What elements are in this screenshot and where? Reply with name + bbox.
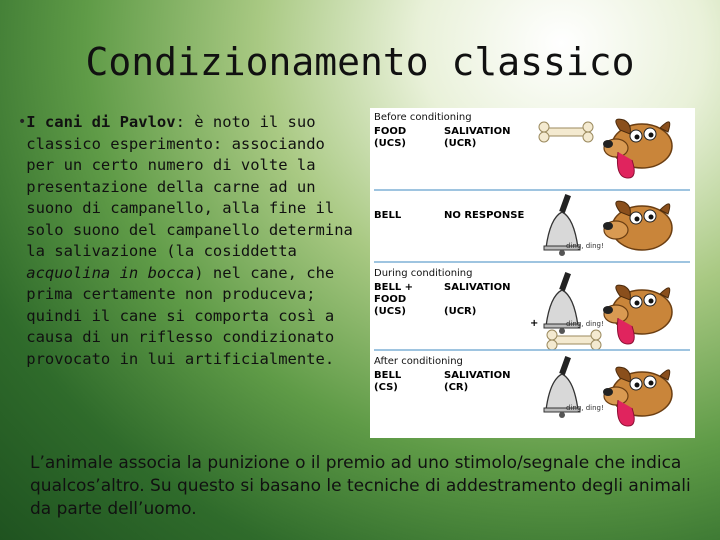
ucr-label: (UCR) bbox=[444, 138, 477, 149]
after-conditioning-label: After conditioning bbox=[374, 356, 463, 367]
pavlov-figure bbox=[370, 108, 695, 438]
bell-label: BELL bbox=[374, 370, 402, 381]
cr-label: (CR) bbox=[444, 382, 469, 393]
bullet-italic: acquolina in bocca bbox=[26, 263, 195, 282]
bullet-lead: I cani di Pavlov bbox=[26, 113, 176, 131]
ucs-label: (UCS) bbox=[374, 138, 406, 149]
no-response-label: NO RESPONSE bbox=[444, 210, 525, 221]
bullet-text-part-2: ) nel cane, che prima certamente non produceva; quindi il cane si comporta così a causa di un riflesso condizionato provocato in lui artificialmente. bbox=[26, 263, 335, 368]
before-conditioning-label: Before conditioning bbox=[374, 112, 472, 123]
ucr-label: (UCR) bbox=[444, 306, 477, 317]
bone-icon bbox=[547, 330, 601, 350]
ucs-label: (UCS) bbox=[374, 306, 406, 317]
salivation-label: SALIVATION bbox=[444, 126, 511, 137]
food-label: FOOD bbox=[374, 294, 407, 305]
bone-icon bbox=[539, 122, 593, 142]
bell-plus-label: BELL + bbox=[374, 282, 414, 293]
ding-text: ding, ding! bbox=[566, 242, 604, 250]
ding-text: ding, ding! bbox=[566, 320, 604, 328]
bullet-text-part-1: : è noto il suo classico esperimento: associando per un certo numero di volte la presentazione della carne ad un suono di campanello, alla fine il solo suono del campanello determina la salivazione (la cosiddetta bbox=[26, 113, 353, 260]
bell-label: BELL bbox=[374, 210, 402, 221]
salivation-label: SALIVATION bbox=[444, 370, 511, 381]
dog-icon bbox=[603, 285, 672, 334]
footer-text: L’animale associa la punizione o il premio ad uno stimolo/segnale che indica qualcos’altro. Su questo si basano le tecniche di addestramento degli animali da parte dell’uomo. bbox=[30, 453, 691, 519]
bullet-text bbox=[26, 112, 353, 370]
slide-title: Condizionamento classico bbox=[85, 40, 635, 84]
food-label: FOOD bbox=[374, 126, 407, 137]
pavlov-diagram bbox=[370, 108, 695, 438]
ding-text: ding, ding! bbox=[566, 404, 604, 412]
plus-sign: + bbox=[530, 318, 539, 329]
cs-label: (CS) bbox=[374, 382, 398, 393]
salivation-label: SALIVATION bbox=[444, 282, 511, 293]
dog-icon bbox=[603, 201, 672, 250]
during-conditioning-label: During conditioning bbox=[374, 268, 473, 279]
bullet-item bbox=[18, 112, 353, 370]
dog-icon bbox=[603, 119, 672, 168]
dog-icon bbox=[603, 367, 672, 416]
bullet-marker: • bbox=[18, 114, 27, 130]
